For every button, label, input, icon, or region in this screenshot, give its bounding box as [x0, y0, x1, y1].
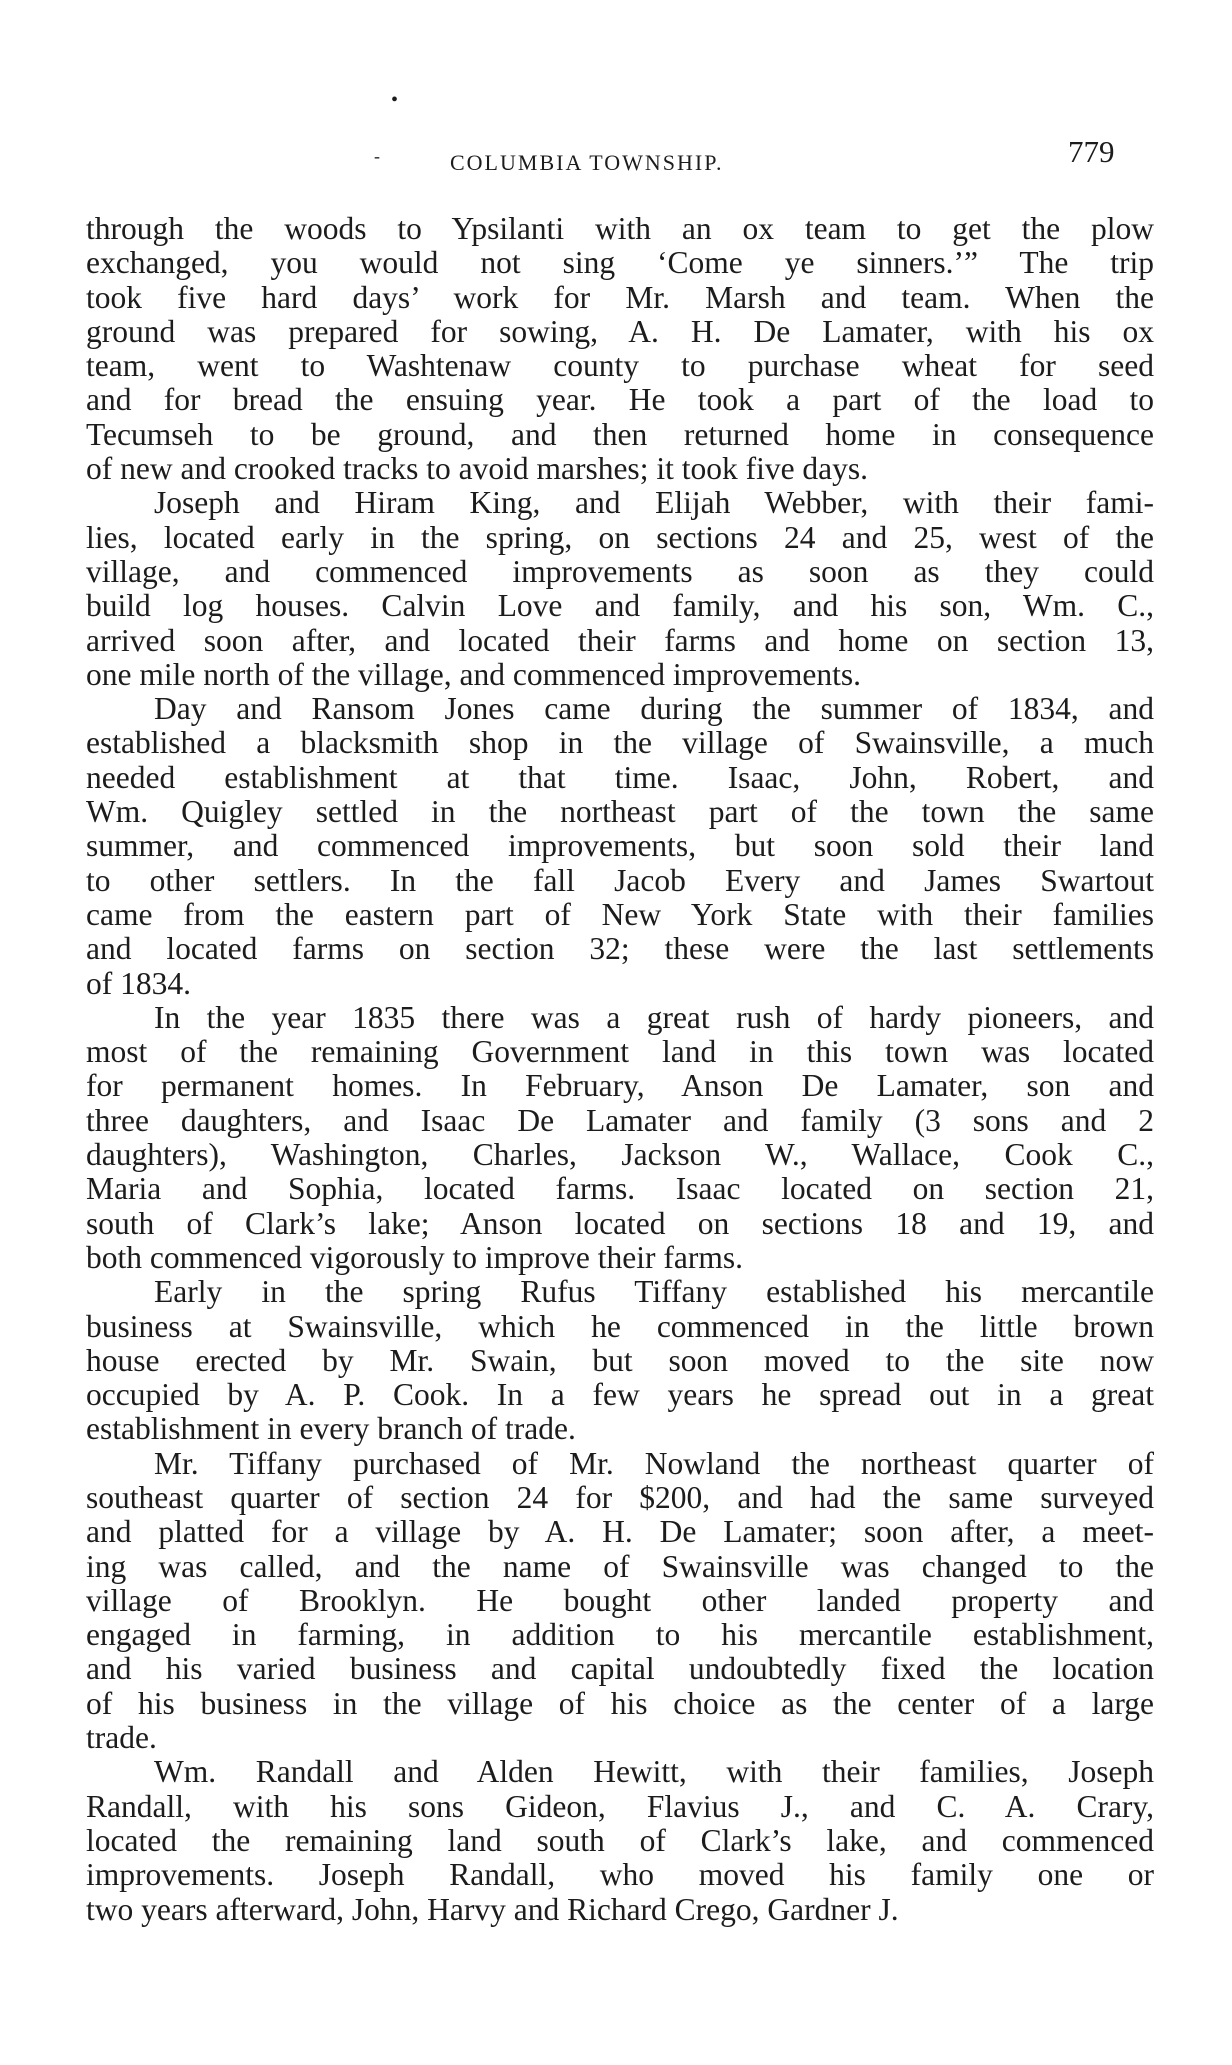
paragraph: [86, 1001, 1154, 1275]
paragraph: [86, 1275, 1154, 1446]
page-number: 779: [1068, 134, 1115, 169]
text-line: ing was called, and the name of Swainsville was changed to the: [86, 1548, 1154, 1584]
text-line: team, went to Washtenaw county to purchase wheat for seed: [86, 348, 1154, 384]
text-line: business at Swainsville, which he commenced in the little brown: [86, 1308, 1154, 1344]
text-line: and his varied business and capital undoubtedly fixed the location: [86, 1651, 1154, 1687]
text-line: Randall, with his sons Gideon, Flavius J., and C. A. Crary,: [86, 1788, 1154, 1824]
paragraph: [86, 1755, 1154, 1926]
printer-mark-dot: •: [391, 89, 399, 111]
text-line: for permanent homes. In February, Anson De Lamater, son and: [86, 1068, 1154, 1104]
text-line: and for bread the ensuing year. He took a part of the load to: [86, 382, 1154, 418]
text-line: Maria and Sophia, located farms. Isaac located on section 21,: [86, 1171, 1154, 1207]
text-line: south of Clark’s lake; Anson located on sections 18 and 19, and: [86, 1205, 1154, 1241]
text-line: and located farms on section 32; these were the last settlements: [86, 931, 1154, 967]
text-line: three daughters, and Isaac De Lamater and family (3 sons and 2: [86, 1102, 1154, 1138]
text-line: most of the remaining Government land in this town was located: [86, 1034, 1154, 1070]
text-line: occupied by A. P. Cook. In a few years he spread out in a great: [86, 1377, 1154, 1413]
text-line: improvements. Joseph Randall, who moved his family one or: [86, 1857, 1154, 1893]
text-line: Day and Ransom Jones came during the summer of 1834, and: [154, 691, 1154, 727]
text-line: trade.: [86, 1720, 157, 1756]
text-line: took five hard days’ work for Mr. Marsh and team. When the: [86, 279, 1154, 315]
text-line: through the woods to Ypsilanti with an ox team to get the plow: [86, 211, 1154, 246]
text-line: two years afterward, John, Harvy and Richard Crego, Gardner J.: [86, 1891, 899, 1927]
text-line: build log houses. Calvin Love and family, and his son, Wm. C.,: [86, 588, 1154, 624]
text-line: arrived soon after, and located their farms and home on section 13,: [86, 622, 1154, 658]
text-line: of new and crooked tracks to avoid marshes; it took five days.: [86, 451, 869, 487]
text-line: ground was prepared for sowing, A. H. De Lamater, with his ox: [86, 313, 1154, 349]
text-line: both commenced vigorously to improve their farms.: [86, 1239, 743, 1275]
text-line: of 1834.: [86, 965, 191, 1001]
text-line: came from the eastern part of New York State with their families: [86, 896, 1154, 932]
text-line: needed establishment at that time. Isaac, John, Robert, and: [86, 759, 1154, 795]
text-line: to other settlers. In the fall Jacob Every and James Swartout: [86, 862, 1154, 898]
running-head: COLUMBIA TOWNSHIP.: [450, 150, 724, 175]
paragraph: [86, 692, 1154, 1001]
body-text: [86, 212, 1154, 1927]
text-line: summer, and commenced improvements, but soon sold their land: [86, 828, 1154, 864]
text-line: Early in the spring Rufus Tiffany established his mercantile: [154, 1274, 1154, 1310]
text-line: village of Brooklyn. He bought other landed property and: [86, 1582, 1154, 1618]
paragraph: [86, 486, 1154, 692]
text-line: lies, located early in the spring, on sections 24 and 25, west of the: [86, 519, 1154, 555]
paragraph: [86, 1447, 1154, 1756]
text-line: Joseph and Hiram King, and Elijah Webber, with their fami-: [154, 485, 1154, 521]
text-line: Mr. Tiffany purchased of Mr. Nowland the northeast quarter of: [154, 1445, 1154, 1481]
text-line: exchanged, you would not sing ‘Come ye sinners.’” The trip: [86, 245, 1154, 281]
text-line: Tecumseh to be ground, and then returned home in consequence: [86, 416, 1154, 452]
text-line: one mile north of the village, and commenced improvements.: [86, 656, 862, 692]
text-line: and platted for a village by A. H. De Lamater; soon after, a meet-: [86, 1514, 1154, 1550]
text-line: of his business in the village of his choice as the center of a large: [86, 1685, 1154, 1721]
text-line: establishment in every branch of trade.: [86, 1411, 576, 1447]
text-line: daughters), Washington, Charles, Jackson W., Wallace, Cook C.,: [86, 1137, 1154, 1173]
text-line: southeast quarter of section 24 for $200, and had the same surveyed: [86, 1479, 1154, 1515]
text-line: Wm. Randall and Alden Hewitt, with their families, Joseph: [154, 1754, 1154, 1790]
text-line: established a blacksmith shop in the village of Swainsville, a much: [86, 725, 1154, 761]
text-line: In the year 1835 there was a great rush of hardy pioneers, and: [154, 999, 1154, 1035]
text-line: engaged in farming, in addition to his mercantile establishment,: [86, 1617, 1154, 1653]
printer-mark-dash: -: [374, 146, 380, 166]
text-line: located the remaining land south of Clark’s lake, and commenced: [86, 1822, 1154, 1858]
text-line: Wm. Quigley settled in the northeast part of the town the same: [86, 794, 1154, 830]
paragraph: [86, 212, 1154, 486]
text-line: village, and commenced improvements as soon as they could: [86, 553, 1154, 589]
text-line: house erected by Mr. Swain, but soon moved to the site now: [86, 1342, 1154, 1378]
